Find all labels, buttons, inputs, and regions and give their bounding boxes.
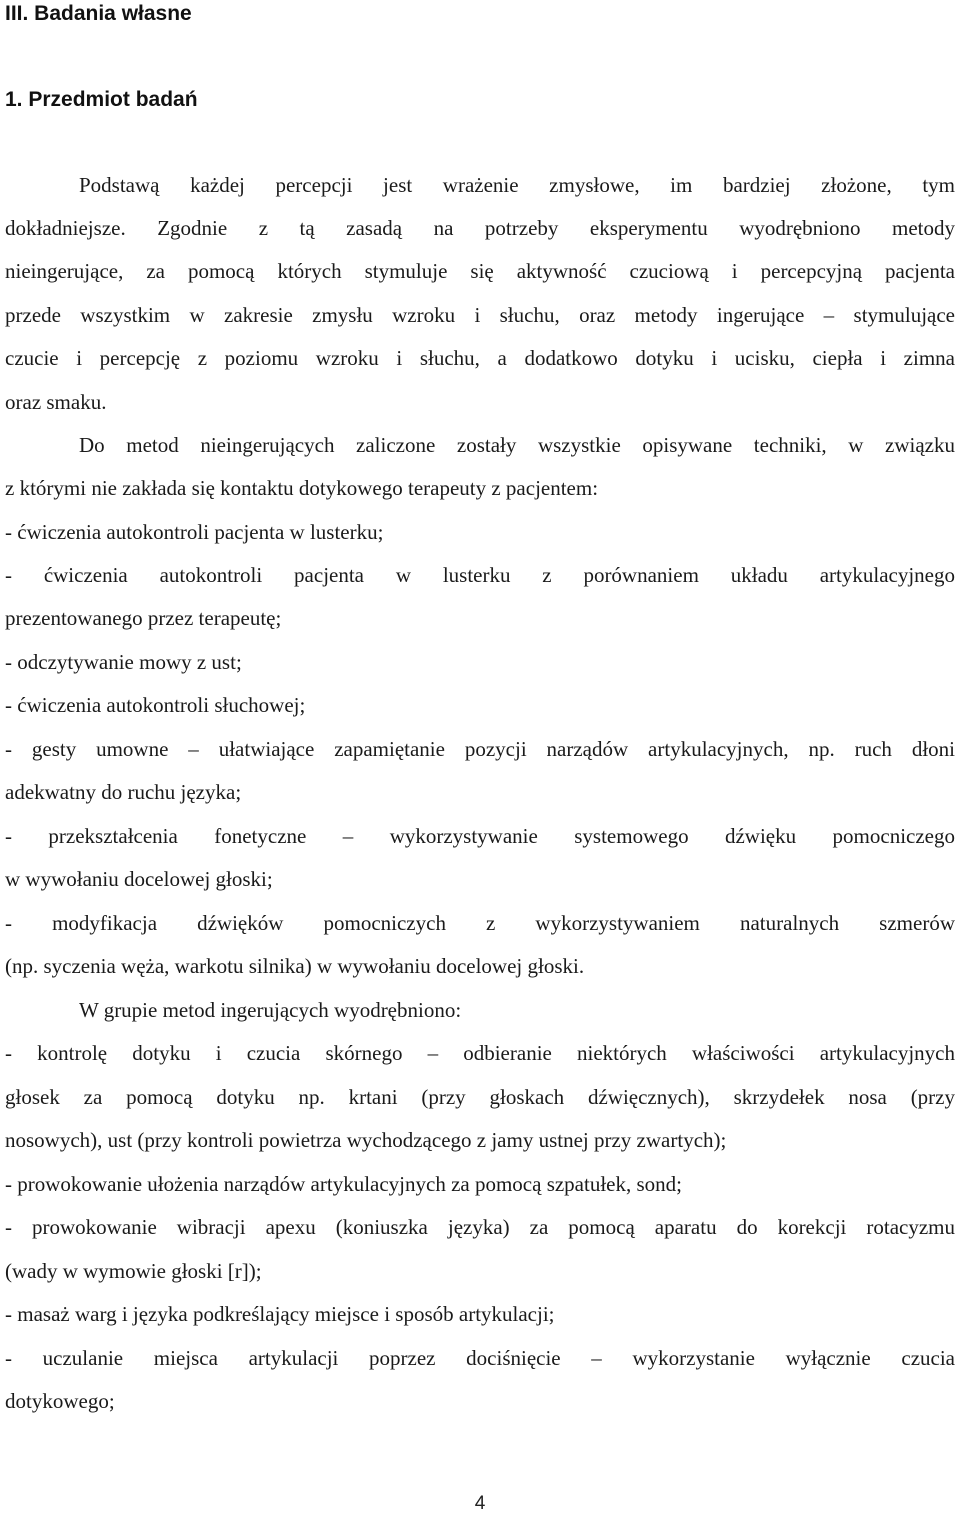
list-item: - prowokowanie wibracji apexu (koniuszka języka) za pomocą aparatu do korekcji rotacyzmu: [5, 1215, 955, 1239]
paragraph-line: dokładniejsze. Zgodnie z tą zasadą na potrzeby eksperymentu wyodrębniono metody: [5, 216, 955, 240]
list-item: - uczulanie miejsca artykulacji poprzez dociśnięcie – wykorzystanie wyłącznie czucia: [5, 1346, 955, 1370]
list-item: - masaż warg i języka podkreślający miejsce i sposób artykulacji;: [5, 1302, 555, 1326]
paragraph-line: Do metod nieingerujących zaliczone zostały wszystkie opisywane techniki, w związku: [79, 433, 955, 457]
paragraph-line: W grupie metod ingerujących wyodrębniono:: [79, 998, 462, 1022]
list-item: - prowokowanie ułożenia narządów artykulacyjnych za pomocą szpatułek, sond;: [5, 1172, 683, 1196]
list-item: - ćwiczenia autokontroli pacjenta w lusterku z porównaniem układu artykulacyjnego: [5, 563, 955, 587]
list-item: - gesty umowne – ułatwiające zapamiętanie pozycji narządów artykulacyjnych, np. ruch dłoni: [5, 737, 955, 761]
list-item: - ćwiczenia autokontroli słuchowej;: [5, 693, 306, 717]
list-item: - ćwiczenia autokontroli pacjenta w lusterku;: [5, 520, 384, 544]
list-item: - przekształcenia fonetyczne – wykorzystywanie systemowego dźwięku pomocniczego: [5, 824, 955, 848]
list-item: - odczytywanie mowy z ust;: [5, 650, 242, 674]
paragraph-line: oraz smaku.: [5, 390, 107, 414]
list-item-continuation: (np. syczenia węża, warkotu silnika) w wywołaniu docelowej głoski.: [5, 954, 585, 978]
list-item-continuation: nosowych), ust (przy kontroli powietrza wychodzącego z jamy ustnej przy zwartych);: [5, 1128, 727, 1152]
list-item-continuation: dotykowego;: [5, 1389, 115, 1413]
paragraph-line: przede wszystkim w zakresie zmysłu wzroku i słuchu, oraz metody ingerujące – stymulujące: [5, 303, 955, 327]
list-item: - modyfikacja dźwięków pomocniczych z wykorzystywaniem naturalnych szmerów: [5, 911, 955, 935]
paragraph-line: nieingerujące, za pomocą których stymuluje się aktywność czuciową i percepcyjną pacjenta: [5, 259, 955, 283]
paragraph-line: czucie i percepcję z poziomu wzroku i słuchu, a dodatkowo dotyku i ucisku, ciepła i zimna: [5, 346, 955, 370]
list-item-continuation: prezentowanego przez terapeutę;: [5, 606, 282, 630]
list-item-continuation: (wady w wymowie głoski [r]);: [5, 1259, 262, 1283]
subsection-heading: 1. Przedmiot badań: [5, 88, 198, 111]
list-item-continuation: w wywołaniu docelowej głoski;: [5, 867, 273, 891]
paragraph-line: z którymi nie zakłada się kontaktu dotykowego terapeuty z pacjentem:: [5, 476, 599, 500]
list-item-continuation: głosek za pomocą dotyku np. krtani (przy głoskach dźwięcznych), skrzydełek nosa (przy: [5, 1085, 955, 1109]
list-item-continuation: adekwatny do ruchu języka;: [5, 780, 242, 804]
list-item: - kontrolę dotyku i czucia skórnego – odbieranie niektórych właściwości artykulacyjnych: [5, 1041, 955, 1065]
paragraph-line: Podstawą każdej percepcji jest wrażenie zmysłowe, im bardziej złożone, tym: [79, 173, 955, 197]
page-number: 4: [474, 1493, 486, 1514]
section-heading: III. Badania własne: [5, 2, 192, 25]
